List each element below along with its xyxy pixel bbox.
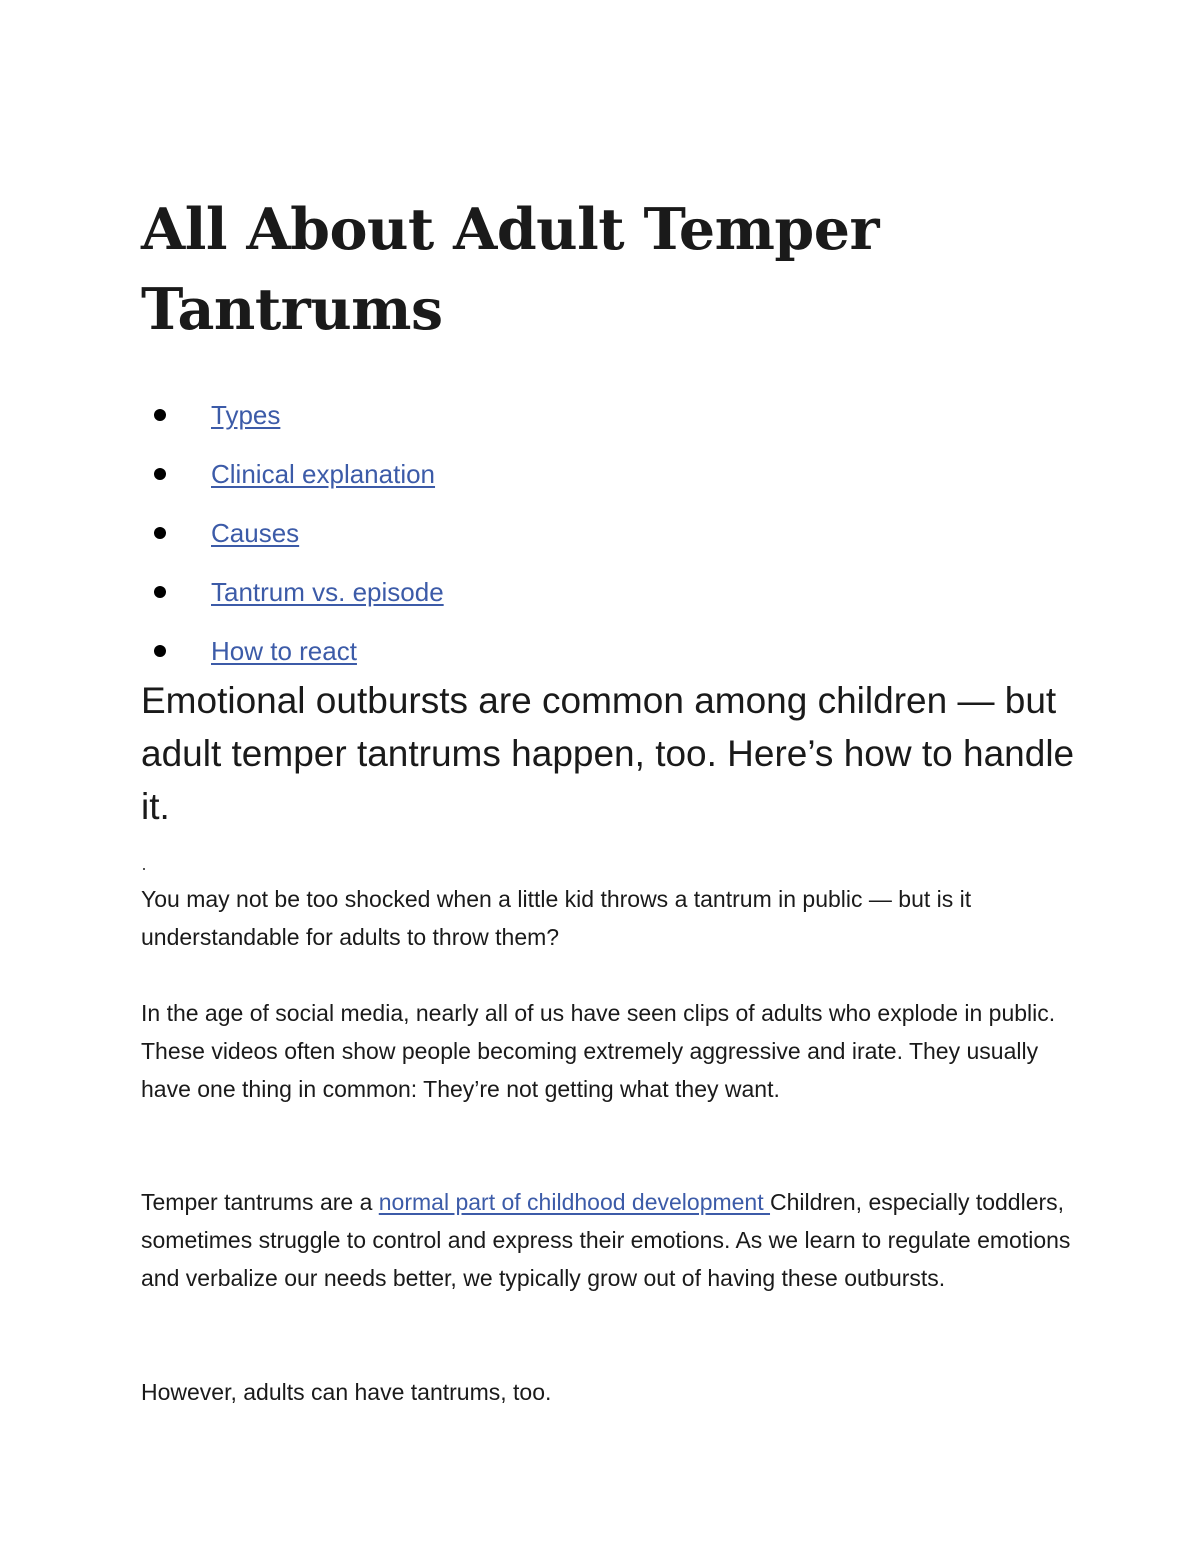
toc-item-causes: [0, 516, 600, 556]
paragraph-text: Temper tantrums are a: [141, 1189, 379, 1215]
article-subtitle: Emotional outbursts are common among children — but adult temper tantrums happen, too. Here’s how to handle it.: [141, 680, 1075, 827]
toc-link-causes[interactable]: Causes: [211, 518, 300, 548]
stray-dot: [143, 868, 145, 870]
toc-link-types[interactable]: Types: [211, 400, 281, 430]
paragraph-social-media: In the age of social media, nearly all of us have seen clips of adults who explode in public. These videos often show people becoming extremely aggressive and irate. They usually have one thing in common: They’re not getting what they want.: [141, 1000, 1056, 1102]
bullet-icon: [154, 527, 166, 539]
paragraph-adults-tantrums: However, adults can have tantrums, too.: [141, 1379, 552, 1405]
bullet-icon: [154, 468, 166, 480]
paragraph-childhood: [141, 1183, 1071, 1297]
article-title: All About Adult Temper Tantrums: [141, 196, 880, 343]
bullet-icon: [154, 586, 166, 598]
toc-item-how-to-react: [0, 634, 600, 674]
bullet-icon: [154, 409, 166, 421]
toc-item-clinical-explanation: [0, 457, 600, 497]
toc-link-how-to-react[interactable]: How to react: [211, 636, 357, 666]
paragraph-text: Children, especially toddlers, sometimes struggle to control and express their emotions. As we learn to regulate emotions and verbalize our needs better, we typically grow out of having these outbursts.: [141, 1189, 1071, 1291]
toc-item-types: [0, 398, 600, 438]
paragraph-intro: You may not be too shocked when a little kid throws a tantrum in public — but is it understandable for adults to throw them?: [141, 886, 972, 950]
toc-link-clinical-explanation[interactable]: Clinical explanation: [211, 459, 436, 489]
link-normal-childhood-development[interactable]: normal part of childhood development: [378, 1189, 771, 1215]
toc-link-tantrum-vs-episode[interactable]: Tantrum vs. episode: [211, 577, 444, 607]
bullet-icon: [154, 645, 166, 657]
toc-item-tantrum-vs-episode: [0, 575, 600, 615]
